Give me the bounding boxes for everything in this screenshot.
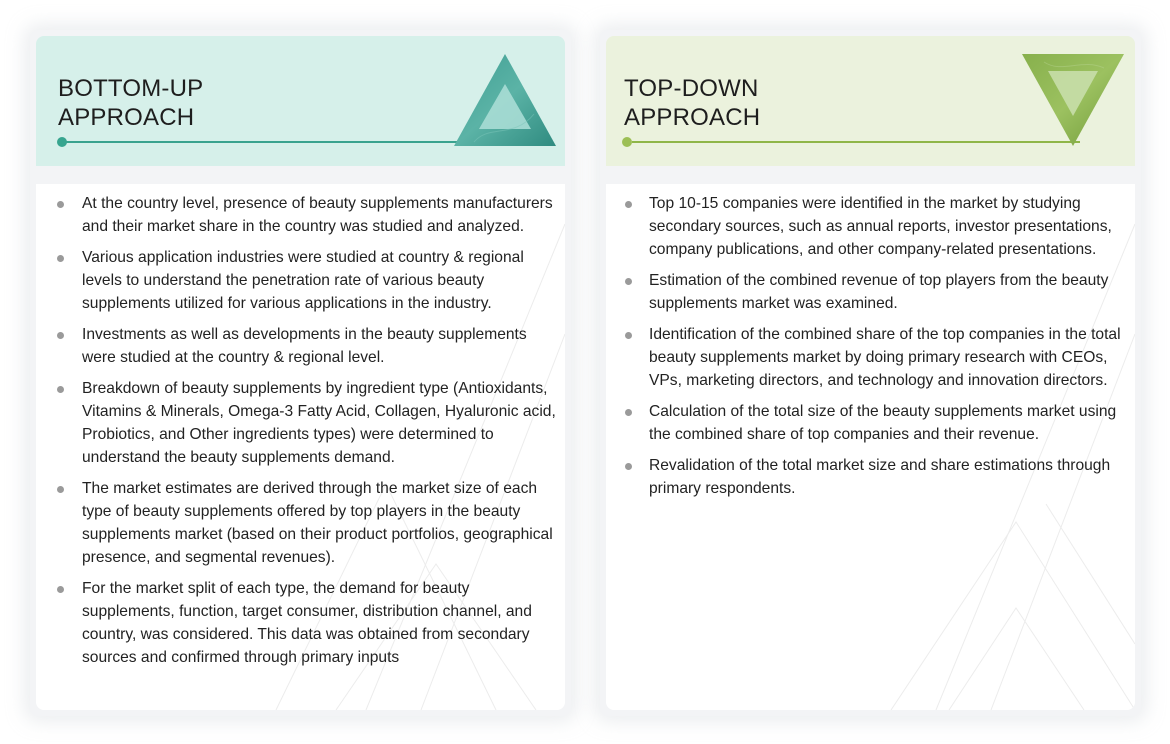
list-item: Identification of the combined share of the top companies in the total beauty supplements market by doing primary research with CEOs, VPs, marketing directors, and technology and innovation directors. [606, 323, 1135, 392]
list-item: Revalidation of the total market size and share estimations through primary respondents. [606, 454, 1135, 500]
bullet-icon [57, 586, 64, 593]
header-divider-dot [57, 137, 67, 147]
header-divider-dot [622, 137, 632, 147]
bottom-up-body [36, 184, 565, 710]
top-down-body [606, 184, 1135, 710]
list-item: Estimation of the combined revenue of top players from the beauty supplements market was examined. [606, 269, 1135, 315]
header-divider-line [632, 141, 1080, 143]
title-line-1: BOTTOM-UP [58, 75, 204, 102]
bullet-icon [625, 409, 632, 416]
list-item: Investments as well as developments in the beauty supplements were studied at the country & regional level. [36, 323, 565, 369]
bottom-up-title [58, 74, 203, 132]
bullet-icon [625, 332, 632, 339]
list-item: Various application industries were studied at country & regional levels to understand the penetration rate of various beauty supplements utilized for various applications in the industry. [36, 246, 565, 315]
top-down-title [624, 74, 760, 132]
header-divider-line [62, 141, 462, 143]
title-line-2: APPROACH [624, 104, 761, 131]
list-item: For the market split of each type, the demand for beauty supplements, function, target consumer, distribution channel, and country, was considered. This data was obtained from secondary sources and confirmed through primary inputs [36, 577, 565, 669]
bottom-up-points [36, 192, 565, 677]
bullet-icon [57, 332, 64, 339]
list-item: The market estimates are derived through the market size of each type of beauty supplements offered by top players in the beauty supplements market (based on their product portfolios, geographical presence, and segmental revenues). [36, 477, 565, 569]
list-item: Breakdown of beauty supplements by ingredient type (Antioxidants, Vitamins & Minerals, Omega-3 Fatty Acid, Collagen, Hyaluronic acid, Probiotics, and Other ingredients types) were determined to understand the beauty supplements demand. [36, 377, 565, 469]
title-line-2: APPROACH [58, 104, 195, 131]
bullet-icon [57, 201, 64, 208]
bullet-icon [625, 201, 632, 208]
triangle-up-icon [454, 54, 556, 146]
triangle-down-icon [1022, 54, 1124, 146]
bullet-icon [57, 386, 64, 393]
list-item: Calculation of the total size of the beauty supplements market using the combined share of top companies and their revenue. [606, 400, 1135, 446]
list-item: At the country level, presence of beauty supplements manufacturers and their market share in the country was studied and analyzed. [36, 192, 565, 238]
bullet-icon [57, 486, 64, 493]
top-down-points [606, 192, 1135, 508]
bottom-up-card [30, 30, 571, 716]
bottom-up-header [36, 36, 565, 166]
top-down-card [600, 30, 1141, 716]
list-item: Top 10-15 companies were identified in the market by studying secondary sources, such as annual reports, investor presentations, company publications, and other company-related presentations. [606, 192, 1135, 261]
top-down-header [606, 36, 1135, 166]
bullet-icon [57, 255, 64, 262]
title-line-1: TOP-DOWN [624, 75, 759, 102]
bullet-icon [625, 463, 632, 470]
bullet-icon [625, 278, 632, 285]
